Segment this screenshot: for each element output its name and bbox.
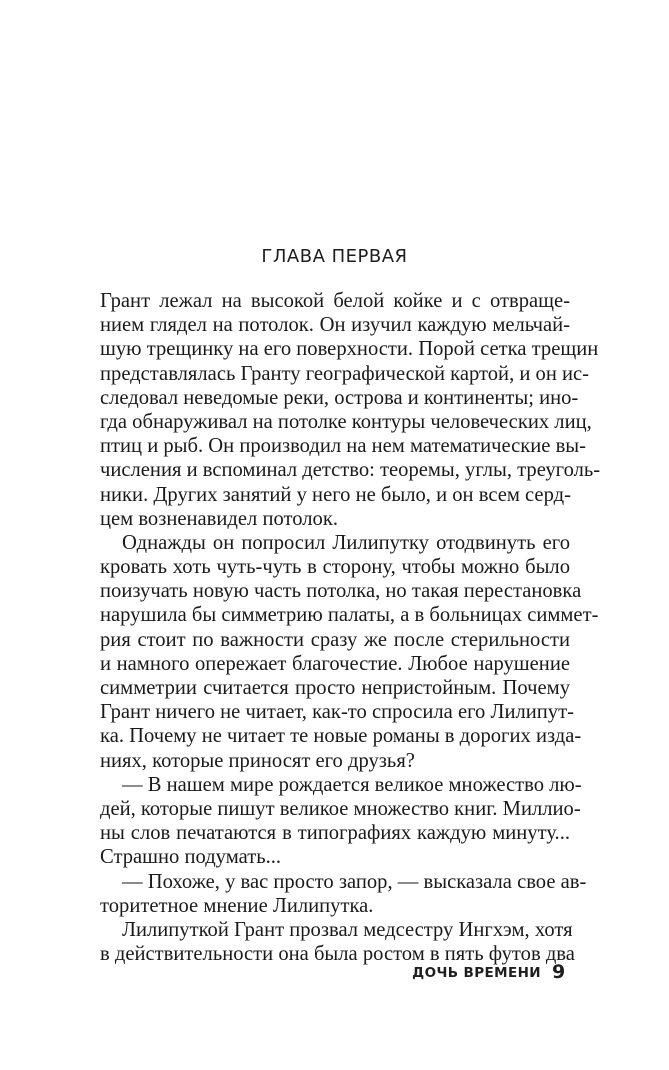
text-line: цем возненавидел потолок. (100, 507, 338, 530)
text-line: Лилипуткой Грант прозвал медсестру Ингхэм, хотя (122, 918, 573, 941)
text-line: — В нашем мире рождается великое множество лю- (122, 773, 582, 796)
text-line: Однажды он попросил Лилипутку отодвинуть его (122, 531, 570, 554)
text-line: гда обнаруживал на потолке контуры человеческих лиц, (100, 410, 592, 433)
text-line: нарушила бы симметрию палаты, а в больницах симмет- (100, 604, 599, 627)
text-line: птиц и рыб. Он производил на нем математические вы- (100, 435, 587, 458)
text-line: кровать хоть чуть-чуть в сторону, чтобы можно было (100, 556, 570, 579)
text-line: дей, которые пишут великое множество книг. Миллио- (100, 797, 581, 820)
text-line: ниях, которые приносят его друзья? (100, 749, 415, 772)
text-line: Грант лежал на высокой белой койке и с отвраще- (100, 290, 570, 312)
running-title: ДОЧЬ ВРЕМЕНИ (412, 965, 541, 981)
text-line: Грант ничего не читает, как-то спросила его Лилипут- (100, 701, 574, 724)
text-line: — Похоже, у вас просто запор, — высказала свое ав- (122, 870, 587, 893)
text-line: ники. Других занятий у него не было, и он всем серд- (100, 483, 571, 506)
text-line: представлялась Гранту географической картой, и он ис- (100, 362, 590, 385)
chapter-title: ГЛАВА ПЕРВАЯ (261, 246, 408, 267)
text-line: шую трещинку на его поверхности. Порой сетка трещин (100, 338, 599, 361)
text-line: рия стоит по важности сразу же после стерильности (100, 628, 570, 651)
text-line: нием глядел на потолок. Он изучил каждую мельчай- (100, 314, 570, 337)
text-line: числения и вспоминал детство: теоремы, углы, треуголь- (100, 459, 601, 482)
text-line: торитетное мнение Лилипутка. (100, 894, 374, 917)
body-text (100, 289, 601, 966)
text-line: в действительности она была ростом в пять футов два (100, 943, 575, 966)
text-line: и намного опережает благочестие. Любое нарушение (100, 652, 570, 675)
page-number: 9 (552, 961, 566, 983)
text-line: поизучать новую часть потолка, но такая перестановка (100, 580, 582, 603)
text-line: следовал неведомые реки, острова и континенты; ино- (100, 386, 579, 409)
text-line: ны слов печатаются в типографиях каждую минуту... (100, 822, 570, 845)
text-line: Страшно подумать... (100, 846, 282, 869)
text-line: ка. Почему не читает те новые романы в дорогих изда- (100, 725, 582, 748)
text-line: симметрии считается просто непристойным. Почему (100, 677, 570, 699)
